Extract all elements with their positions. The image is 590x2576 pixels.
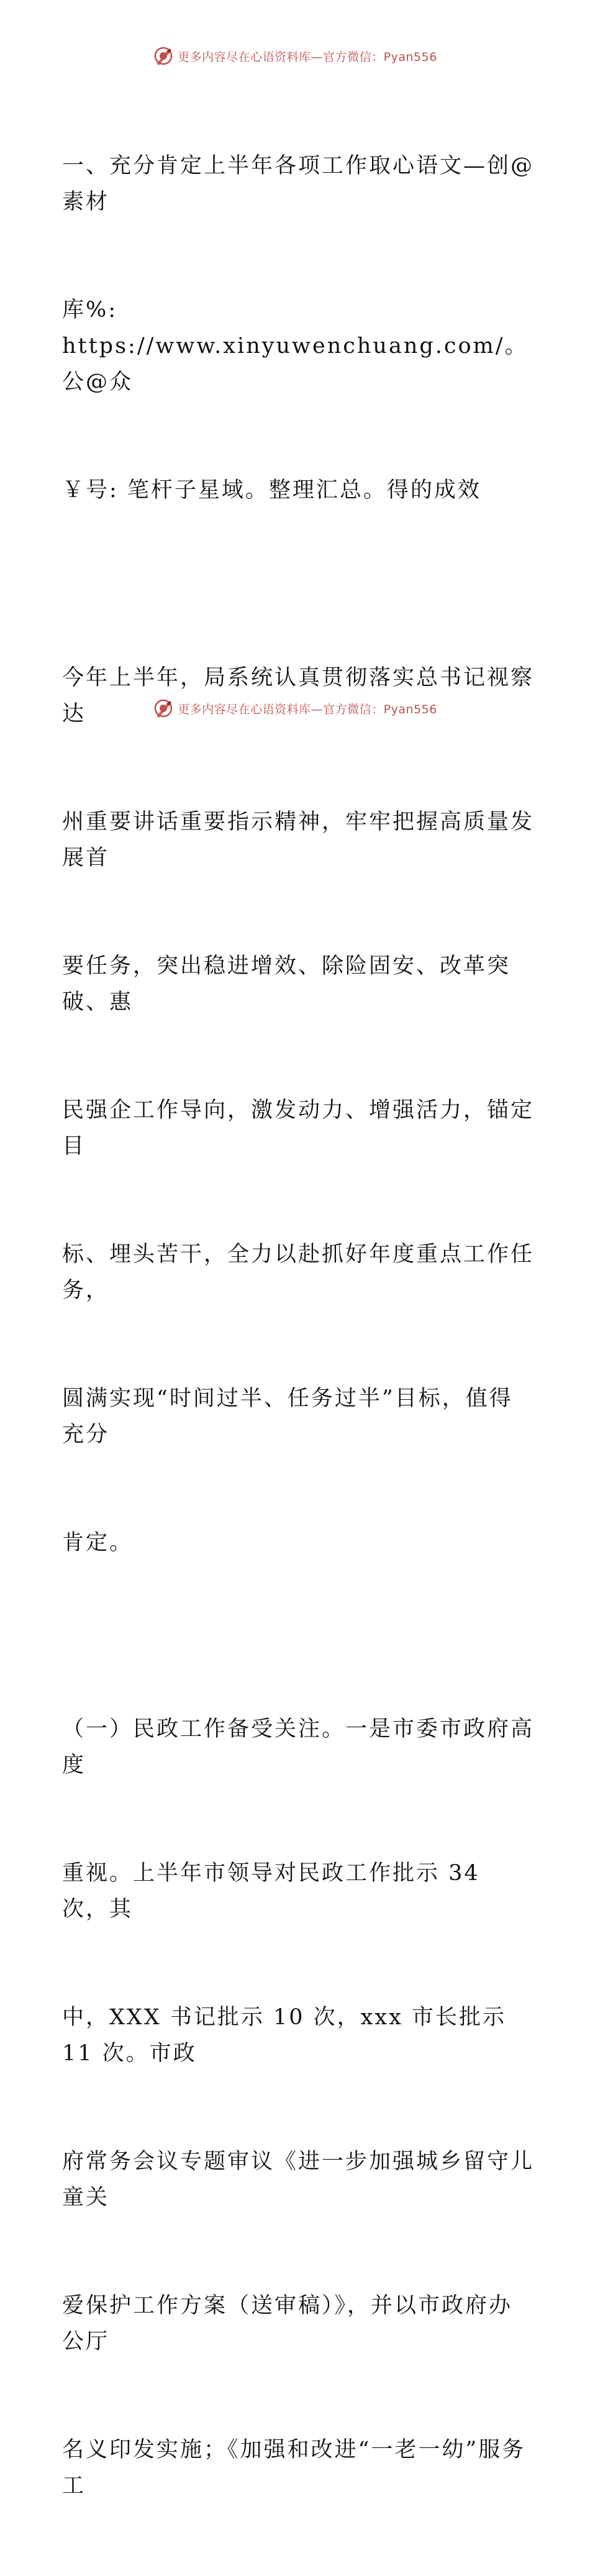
- paragraph-line: 肯定。: [62, 1530, 134, 1555]
- paragraph-line: 名义印发实施；《加强和改进“一老一幼”服务工: [62, 2437, 526, 2498]
- paragraph-line: 中，XXX 书记批示 10 次，xxx 市长批示 11 次。市政: [62, 2005, 515, 2066]
- footer-watermark-text: 更多内容尽在心语资料库—官方微信：Pyan556: [178, 702, 437, 716]
- paragraph-line: 今年上半年，局系统认真贯彻落实总书记视察达: [62, 665, 535, 726]
- document-body: [62, 76, 534, 2576]
- paragraph-line: （一）民政工作备受关注。一是市委市政府高度: [62, 1717, 535, 1778]
- footer-watermark: [0, 696, 590, 721]
- paragraph-line: 圆满实现“时间过半、任务过半”目标，值得充分: [62, 1386, 513, 1447]
- header-watermark: [0, 43, 590, 68]
- heading-line: 库%: https://www.xinyuwenchuang.com/。公@众: [62, 298, 529, 395]
- paragraph-line: 民强企工作导向，激发动力、增强活力，锚定目: [62, 1098, 535, 1159]
- pen-logo-icon: [153, 698, 174, 719]
- paragraph-line: 要任务，突出稳进增效、除险固安、改革突破、惠: [62, 954, 511, 1015]
- paragraph-line: 标、埋头苦干，全力以赴抓好年度重点工作任务，: [62, 1242, 535, 1303]
- header-watermark-text: 更多内容尽在心语资料库—官方微信：Pyan556: [178, 50, 437, 64]
- heading-line: 一、充分肯定上半年各项工作取心语文—创@素材: [62, 153, 535, 214]
- paragraph-line: 爱保护工作方案（送审稿）》，并以市政府办公厅: [62, 2293, 513, 2354]
- section-heading: [62, 76, 534, 580]
- paragraph-line: 府常务会议专题审议《进一步加强城乡留守儿童关: [62, 2149, 535, 2210]
- paragraph-line: 州重要讲话重要指示精神，牢牢把握高质量发展首: [62, 810, 535, 870]
- heading-line: ￥号: 笔杆子星域。整理汇总。得的成效: [62, 478, 481, 503]
- paragraph-summary: [62, 588, 534, 1633]
- paragraph-line: 重视。上半年市领导对民政工作批示 34 次，其: [62, 1861, 489, 1922]
- paragraph-civil-affairs: [62, 1639, 534, 2576]
- pen-logo-icon: [153, 45, 174, 66]
